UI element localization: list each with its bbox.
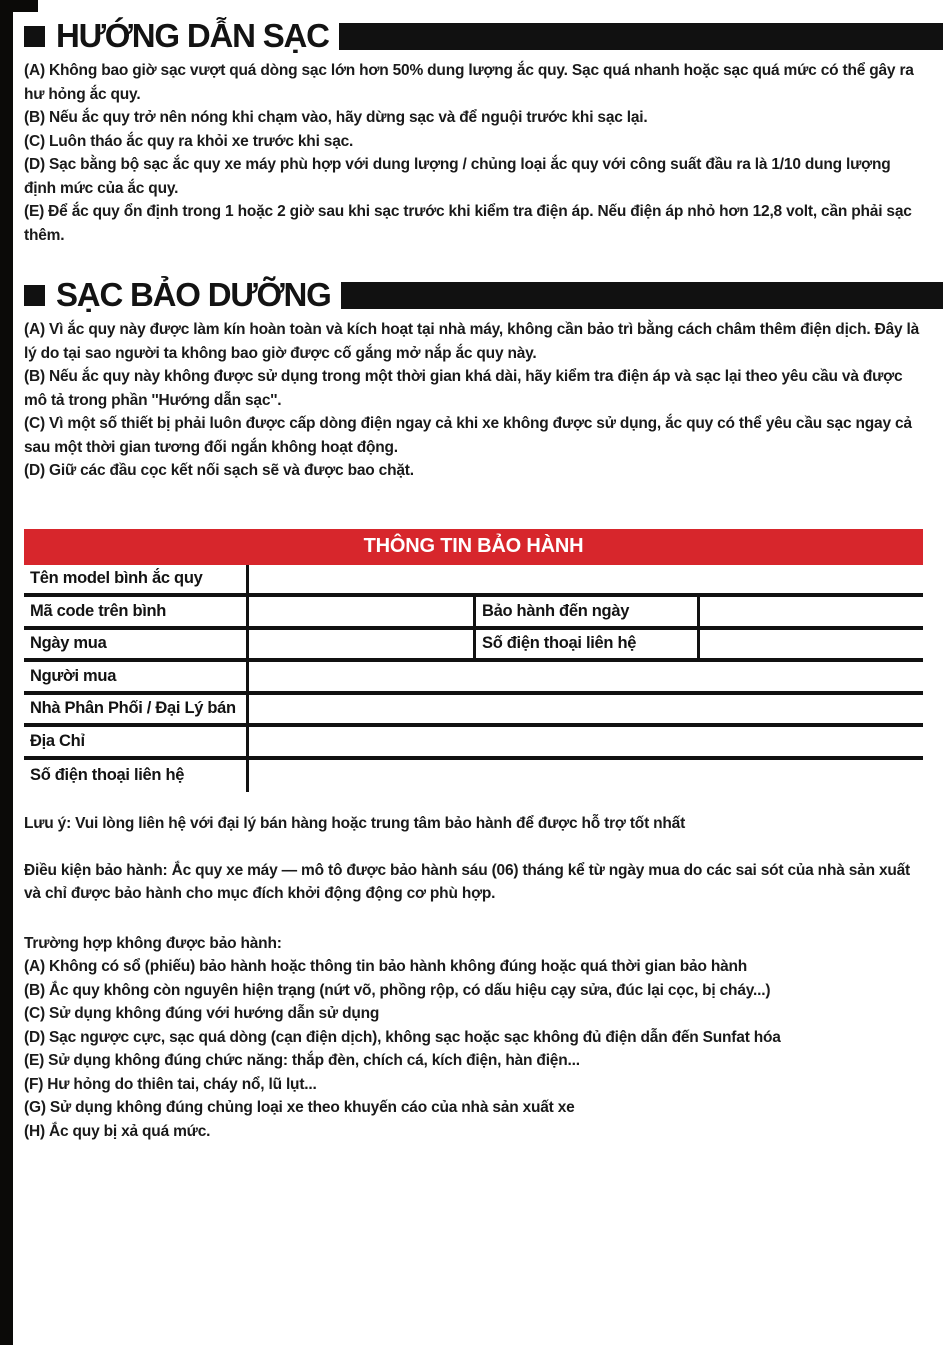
table-row-distributor xyxy=(24,695,923,728)
exclusion-item-h: (H) Ắc quy bị xả quá mức. xyxy=(24,1122,211,1140)
square-bullet-icon xyxy=(24,26,45,47)
support-note: Lưu ý: Vui lòng liên hệ với đại lý bán hàng hoặc trung tâm bảo hành để được hỗ trợ tốt nhất xyxy=(24,815,686,832)
distributor-label: Nhà Phân Phối / Đại Lý bán xyxy=(24,695,249,724)
maintenance-item-d: (D) Giữ các đầu cọc kết nối sạch sẽ và được bao chặt. xyxy=(24,462,414,479)
purchase-date-label: Ngày mua xyxy=(24,630,249,659)
heading-bar xyxy=(339,23,943,50)
maintenance-item-a: (A) Vì ắc quy này được làm kín hoàn toàn và kích hoạt tại nhà máy, không cần bảo trì bằng cách châm thêm điện dịch. Đây là lý do tại sao người ta không bao giờ được cố gắng mở nắp ắc quy này. xyxy=(24,321,920,362)
charging-item-c: (C) Luôn tháo ắc quy ra khỏi xe trước khi sạc. xyxy=(24,132,354,150)
exclusion-item-e: (E) Sử dụng không đúng chức năng: thắp đèn, chích cá, kích điện, hàn điện... xyxy=(24,1052,580,1069)
exclusion-item-c: (C) Sử dụng không đúng với hướng dẫn sử dụng xyxy=(24,1005,380,1022)
exclusion-item-b: (B) Ắc quy không còn nguyên hiện trạng (nứt võ, phồng rộp, có dấu hiệu cạy sửa, đúc lại cọc, bị cháy...) xyxy=(24,981,771,999)
phone-right-label: Số điện thoại liên hệ xyxy=(476,630,700,659)
section-body-charging xyxy=(24,59,923,247)
table-row-address xyxy=(24,727,923,760)
warranty-until-label: Bảo hành đến ngày xyxy=(476,597,700,626)
square-bullet-icon xyxy=(24,285,45,306)
buyer-value xyxy=(249,662,923,691)
exclusion-item-a: (A) Không có sổ (phiếu) bảo hành hoặc thông tin bảo hành không đúng hoặc quá thời gian bảo hành xyxy=(24,958,748,975)
exclusion-item-d: (D) Sạc ngược cực, sạc quá dòng (cạn điện dịch), không sạc hoặc sạc không đủ điện dẫn đến Sunfat hóa xyxy=(24,1028,781,1046)
charging-item-d: (D) Sạc bằng bộ sạc ắc quy xe máy phù hợp với dung lượng / chủng loại ắc quy với công suất đầu ra là 1/10 dung lượng định mức của ắc quy. xyxy=(24,156,891,197)
warranty-table xyxy=(24,529,923,793)
section-title-charging: HƯỚNG DẪN SẠC xyxy=(56,17,329,54)
maintenance-item-b: (B) Nếu ắc quy này không được sử dụng trong một thời gian khá dài, hãy kiểm tra điện áp và sạc lại theo yêu cầu và được mô tả trong phần ''Hướng dẫn sạc''. xyxy=(24,368,903,409)
maintenance-item-c: (C) Vì một số thiết bị phải luôn được cấp dòng điện ngay cả khi xe không được sử dụng, ắc quy có thể yêu cầu sạc ngay cả sau một thời gian tương đối ngắn không hoạt động. xyxy=(24,415,912,456)
warranty-table-title: THÔNG TIN BẢO HÀNH xyxy=(363,535,584,557)
warranty-conditions: Điều kiện bảo hành: Ắc quy xe máy — mô tô được bảo hành sáu (06) tháng kể từ ngày mua do các sai sót của nhà sản xuất và chỉ được bảo hành cho mục đích khởi động động cơ phù hợp. xyxy=(24,861,911,902)
table-row-phone-bottom xyxy=(24,760,923,793)
table-row-date-phone xyxy=(24,630,923,663)
model-value xyxy=(249,565,923,594)
charging-item-a: (A) Không bao giờ sạc vượt quá dòng sạc lớn hơn 50% dung lượng ắc quy. Sạc quá nhanh hoặc sạc quá mức có thể gây ra hư hỏng ắc quy. xyxy=(24,62,914,103)
address-label: Địa Chỉ xyxy=(24,727,249,756)
charging-item-b: (B) Nếu ắc quy trở nên nóng khi chạm vào, hãy dừng sạc và để nguội trước khi sạc lại. xyxy=(24,109,648,126)
table-row-model xyxy=(24,565,923,598)
address-value xyxy=(249,727,923,756)
table-row-buyer xyxy=(24,662,923,695)
heading-bar xyxy=(341,282,943,309)
exclusions-title: Trường hợp không được bảo hành: xyxy=(24,934,282,952)
exclusion-item-g: (G) Sử dụng không đúng chủng loại xe theo khuyến cáo của nhà sản xuất xe xyxy=(24,1099,575,1116)
exclusion-item-f: (F) Hư hỏng do thiên tai, cháy nổ, lũ lụt... xyxy=(24,1075,317,1093)
code-label: Mã code trên bình xyxy=(24,597,249,626)
section-body-maintenance xyxy=(24,318,923,483)
section-heading-charging xyxy=(24,18,923,54)
exclusions-list xyxy=(24,955,923,1143)
code-value xyxy=(249,597,476,626)
section-heading-maintenance xyxy=(24,277,923,313)
section-title-maintenance: SẠC BẢO DƯỠNG xyxy=(56,276,331,313)
purchase-date-value xyxy=(249,630,476,659)
buyer-label: Người mua xyxy=(24,662,249,691)
table-row-code-warranty xyxy=(24,597,923,630)
warranty-until-value xyxy=(700,597,923,626)
warranty-table-header xyxy=(24,529,923,565)
distributor-value xyxy=(249,695,923,724)
phone-right-value xyxy=(700,630,923,659)
phone-bottom-label: Số điện thoại liên hệ xyxy=(24,760,249,793)
model-label: Tên model bình ắc quy xyxy=(24,565,249,594)
charging-item-e: (E) Để ắc quy ổn định trong 1 hoặc 2 giờ sau khi sạc trước khi kiểm tra điện áp. Nếu điện áp nhỏ hơn 12,8 volt, cần phải sạc thêm. xyxy=(24,203,912,244)
phone-bottom-value xyxy=(249,760,923,793)
